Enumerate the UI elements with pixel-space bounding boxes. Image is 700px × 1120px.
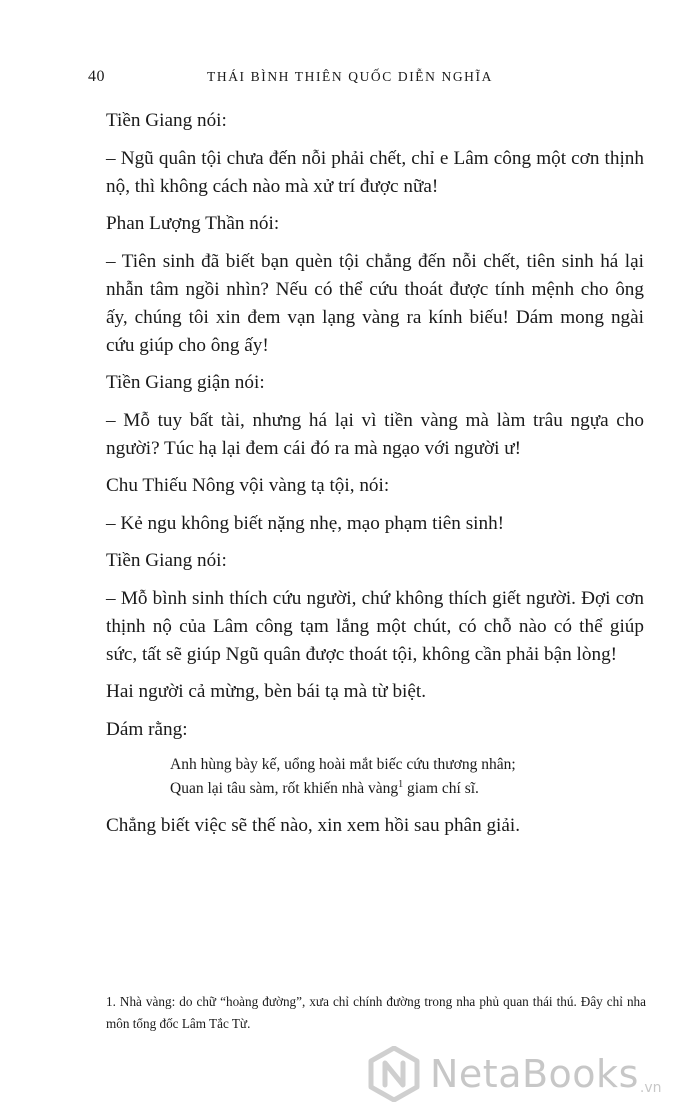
paragraph: Tiền Giang giận nói: [106,372,265,393]
verse-line: Anh hùng bày kế, uổng hoài mắt biếc cứu thương nhân; [170,756,516,773]
watermark-suffix: .vn [639,1080,662,1096]
paragraph: – Ngũ quân tội chưa đến nỗi phải chết, chỉ e Lâm công một cơn thịnh nộ, thì không cách nào mà xử trí được nữa! [106,147,644,197]
netabooks-logo-icon [366,1046,422,1102]
paragraph: – Mỗ tuy bất tài, nhưng há lại vì tiền vàng mà làm trâu ngựa cho người? Túc hạ lại đem cái đó ra mà ngạo với người ư! [106,409,644,459]
paragraph: – Kẻ ngu không biết nặng nhẹ, mạo phạm tiên sinh! [106,512,505,534]
footnote: 1. Nhà vàng: do chữ “hoàng đường”, xưa chỉ chính đường trong nha phủ quan thái thú. Đây chỉ nha môn tổng đốc Lâm Tắc Từ. [106,994,646,1031]
page-number: 40 [88,68,105,85]
body-text [106,107,644,850]
paragraph: Tiền Giang nói: [106,550,227,571]
page-header [0,62,700,92]
footnote-marker[interactable]: 1 [398,778,404,790]
verse [106,753,644,801]
paragraph: Hai người cả mừng, bèn bái tạ mà từ biệt. [106,681,427,702]
paragraph: Dám rằng: [106,718,188,740]
verse-line-text: giam chí sĩ. [403,780,479,797]
paragraph: Tiền Giang nói: [106,110,227,131]
paragraph: – Mỗ bình sinh thích cứu người, chứ không thích giết người. Đợi cơn thịnh nộ của Lâm công tạm lắng một chút, có chỗ nào có thể giúp sức, tất sẽ giúp Ngũ quân được thoát tội, không cần phải bận lòng! [106,587,644,665]
paragraph: – Tiên sinh đã biết bạn quèn tội chẳng đến nỗi chết, tiên sinh há lại nhẫn tâm ngồi nhìn? Nếu có thể cứu thoát được tính mệnh cho ông ấy, chúng tôi xin đem vạn lạng vàng ra kính biếu! Dám mong ngài cứu giúp cho ông ấy! [106,250,644,356]
running-title: THÁI BÌNH THIÊN QUỐC DIỄN NGHĨA [207,69,493,84]
paragraph: Chu Thiếu Nông vội vàng tạ tội, nói: [106,475,390,496]
watermark [366,1034,700,1114]
verse-line [170,777,644,801]
paragraph: Phan Lượng Thần nói: [106,213,280,234]
verse-line-text: Quan lại tâu sàm, rốt khiến nhà vàng [170,780,399,797]
watermark-text: NetaBooks [430,1052,639,1096]
closing-line: Chẳng biết việc sẽ thế nào, xin xem hồi sau phân giải. [106,815,521,836]
